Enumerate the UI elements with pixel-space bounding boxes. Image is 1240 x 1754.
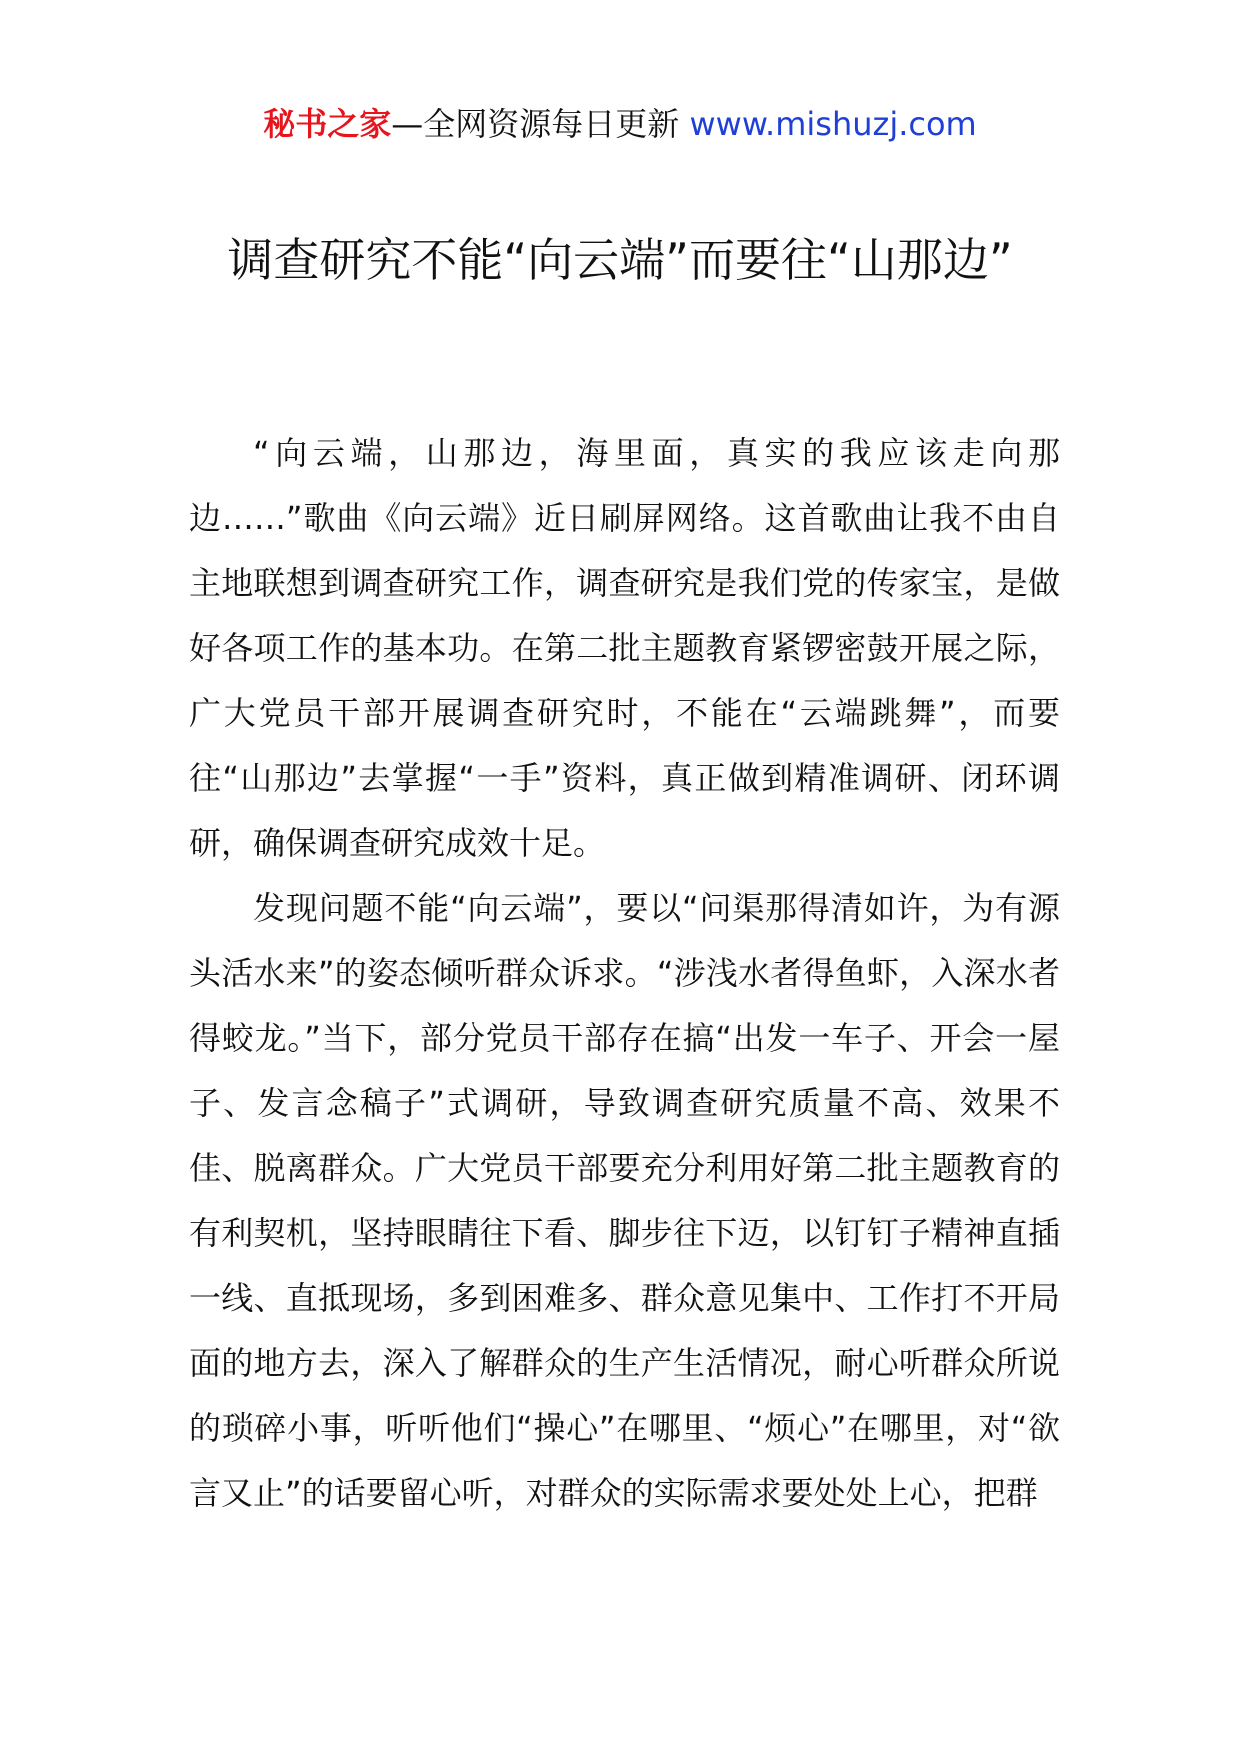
site-header [0, 100, 1240, 148]
paragraph-2: 发现问题不能“向云端”，要以“问渠那得清如许，为有源头活水来”的姿态倾听群众诉求。“涉浅水者得鱼虾，入深水者得蛟龙。”当下，部分党员干部存在搞“出发一车子、开会一屋子、发言念稿子”式调研，导致调查研究质量不高、效果不佳、脱离群众。广大党员干部要充分利用好第二批主题教育的有利契机，坚持眼睛往下看、脚步往下迈，以钉钉子精神直插一线、直抵现场，多到困难多、群众意见集中、工作打不开局面的地方去，深入了解群众的生产生活情况，耐心听群众所说的琐碎小事，听听他们“操心”在哪里、“烦心”在哪里，对“欲言又止”的话要留心听，对群众的实际需求要处处上心，把群 [189, 889, 1060, 1512]
site-url-link[interactable]: www.mishuzj.com [689, 105, 977, 143]
document-body [189, 421, 1060, 1526]
site-tagline: —全网资源每日更新 [391, 105, 680, 143]
site-brand: 秘书之家 [263, 105, 392, 143]
document-title: 调查研究不能“向云端”而要往“山那边” [227, 233, 1013, 287]
paragraph-1: “向云端，山那边，海里面，真实的我应该走向那边……”歌曲《向云端》近日刷屏网络。这首歌曲让我不由自主地联想到调查研究工作，调查研究是我们党的传家宝，是做好各项工作的基本功。在第二批主题教育紧锣密鼓开展之际，广大党员干部开展调查研究时，不能在“云端跳舞”，而要往“山那边”去掌握“一手”资料，真正做到精准调研、闭环调研，确保调查研究成效十足。 [189, 434, 1060, 862]
